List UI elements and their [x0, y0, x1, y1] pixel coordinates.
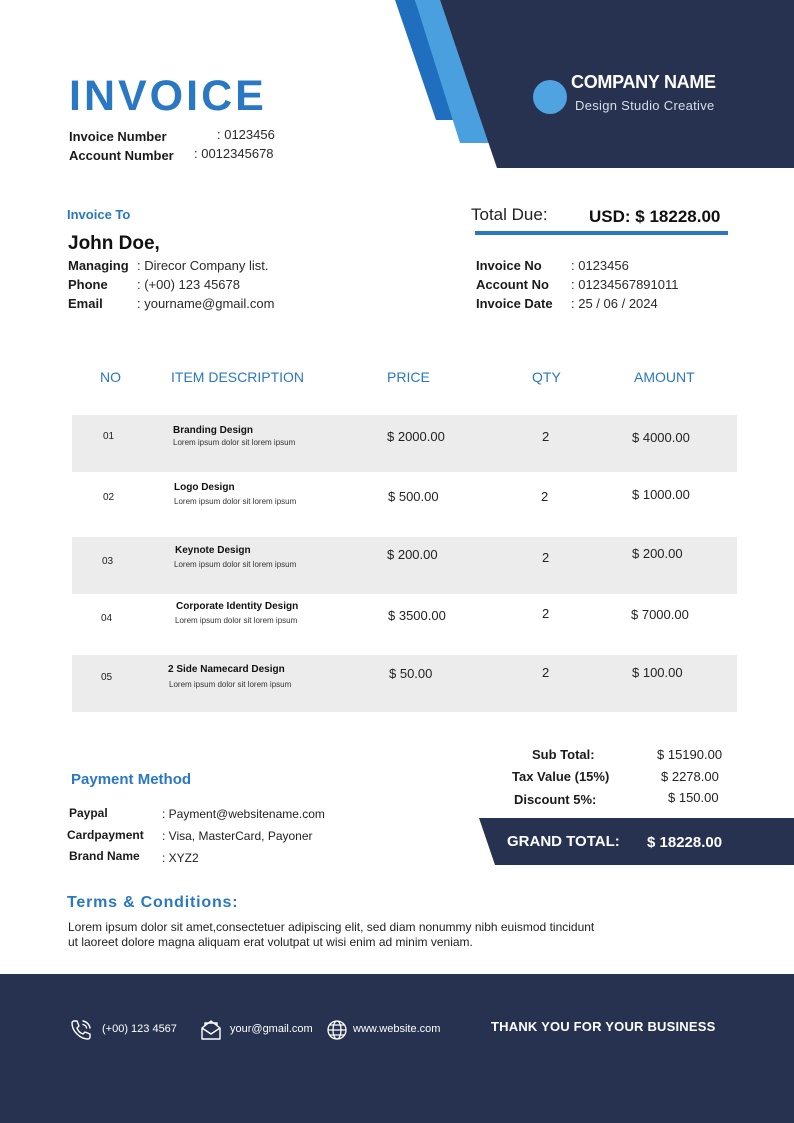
invoice-date-label: Invoice Date [476, 296, 553, 311]
invoice-to-heading: Invoice To [67, 207, 131, 222]
row-no: 01 [103, 431, 115, 442]
row-qty: 2 [541, 489, 549, 504]
tax-value: $ 2278.00 [661, 769, 719, 784]
footer-phone[interactable]: (+00) 123 4567 [102, 1023, 177, 1035]
tax-label: Tax Value (15%) [512, 769, 610, 784]
row-price: $ 50.00 [389, 666, 433, 681]
row-price: $ 3500.00 [388, 608, 446, 623]
cardpayment-label: Cardpayment [67, 828, 144, 842]
account-no-value: : 01234567891011 [571, 277, 679, 292]
invoice-title: INVOICE [69, 72, 267, 120]
row-price: $ 2000.00 [387, 429, 445, 444]
account-no-label: Account No [476, 277, 549, 292]
phone-value: : (+00) 123 45678 [137, 277, 240, 292]
globe-icon [325, 1018, 349, 1042]
terms-body [68, 920, 628, 950]
phone-label: Phone [68, 277, 108, 292]
footer-website[interactable]: www.website.com [353, 1023, 441, 1035]
discount-label: Discount 5%: [514, 792, 597, 807]
email-value: : yourname@gmail.com [137, 296, 275, 311]
paypal-value: : Payment@websitename.com [162, 807, 325, 821]
invoice-no-value: : 0123456 [571, 258, 629, 273]
invoice-date-value: : 25 / 06 / 2024 [571, 296, 658, 311]
row-subtitle: Lorem ipsum dolor sit lorem ipsum [174, 560, 297, 569]
email-label: Email [68, 296, 103, 311]
terms-line-1: Lorem ipsum dolor sit amet,consectetuer adipiscing elit, sed diam nonummy nibh euismod tincidunt [68, 920, 595, 934]
total-due-label: Total Due: [471, 205, 548, 224]
row-amount: $ 200.00 [632, 546, 683, 561]
row-title: Logo Design [174, 482, 235, 493]
subtotal-label: Sub Total: [532, 747, 595, 762]
row-qty: 2 [542, 429, 550, 444]
footer-email[interactable]: your@gmail.com [230, 1023, 313, 1035]
row-title: 2 Side Namecard Design [168, 664, 285, 675]
footer [0, 974, 794, 1123]
row-title: Corporate Identity Design [176, 601, 299, 612]
company-logo [533, 80, 567, 114]
invoice-number-value: : 0123456 [217, 127, 275, 142]
paypal-label: Paypal [69, 806, 108, 820]
account-number-value: : 0012345678 [194, 146, 274, 161]
discount-value: $ 150.00 [668, 790, 719, 805]
row-subtitle: Lorem ipsum dolor sit lorem ipsum [174, 497, 297, 506]
col-header-qty: QTY [532, 369, 561, 385]
managing-label: Managing [68, 258, 129, 273]
phone-icon [69, 1018, 93, 1042]
terms-line-2: ut laoreet dolore magna aliquam erat volutpat ut wisi enim ad minim veniam. [68, 935, 473, 949]
brand-name-label: Brand Name [69, 849, 140, 863]
invoice-no-label: Invoice No [476, 258, 542, 273]
client-name: John Doe, [68, 233, 160, 254]
row-amount: $ 7000.00 [631, 607, 689, 622]
row-amount: $ 100.00 [632, 665, 683, 680]
row-price: $ 500.00 [388, 489, 439, 504]
row-subtitle: Lorem ipsum dolor sit lorem ipsum [175, 616, 298, 625]
company-name: COMPANY NAME [571, 72, 716, 92]
subtotal-value: $ 15190.00 [657, 747, 723, 762]
row-price: $ 200.00 [387, 547, 438, 562]
payment-method-heading: Payment Method [71, 771, 192, 788]
total-due-value: USD: $ 18228.00 [589, 207, 721, 226]
row-no: 04 [101, 613, 113, 624]
row-subtitle: Lorem ipsum dolor sit lorem ipsum [173, 438, 296, 447]
row-amount: $ 1000.00 [632, 487, 690, 502]
grand-total-label: GRAND TOTAL: [507, 833, 620, 850]
col-header-amount: AMOUNT [634, 369, 695, 385]
row-no: 05 [101, 672, 113, 683]
total-due-underline [475, 231, 728, 235]
row-amount: $ 4000.00 [632, 430, 690, 445]
row-title: Keynote Design [175, 545, 251, 556]
row-no: 03 [102, 556, 114, 567]
email-icon [199, 1018, 223, 1042]
row-qty: 2 [542, 606, 550, 621]
row-qty: 2 [542, 550, 550, 565]
row-no: 02 [103, 492, 115, 503]
thank-you-message: THANK YOU FOR YOUR BUSINESS [491, 1019, 716, 1034]
row-qty: 2 [542, 665, 550, 680]
account-number-label: Account Number [69, 148, 174, 163]
grand-total-value: $ 18228.00 [647, 834, 723, 851]
row-subtitle: Lorem ipsum dolor sit lorem ipsum [169, 680, 292, 689]
brand-name-value: : XYZ2 [162, 851, 199, 865]
col-header-no: NO [100, 369, 121, 385]
company-tagline: Design Studio Creative [575, 98, 715, 113]
invoice-number-label: Invoice Number [69, 129, 167, 144]
terms-heading: Terms & Conditions: [67, 894, 239, 911]
col-header-description: ITEM DESCRIPTION [171, 369, 305, 385]
managing-value: : Direcor Company list. [137, 258, 269, 273]
row-title: Branding Design [173, 425, 254, 436]
col-header-price: PRICE [387, 369, 430, 385]
cardpayment-value: : Visa, MasterCard, Payoner [162, 829, 313, 843]
